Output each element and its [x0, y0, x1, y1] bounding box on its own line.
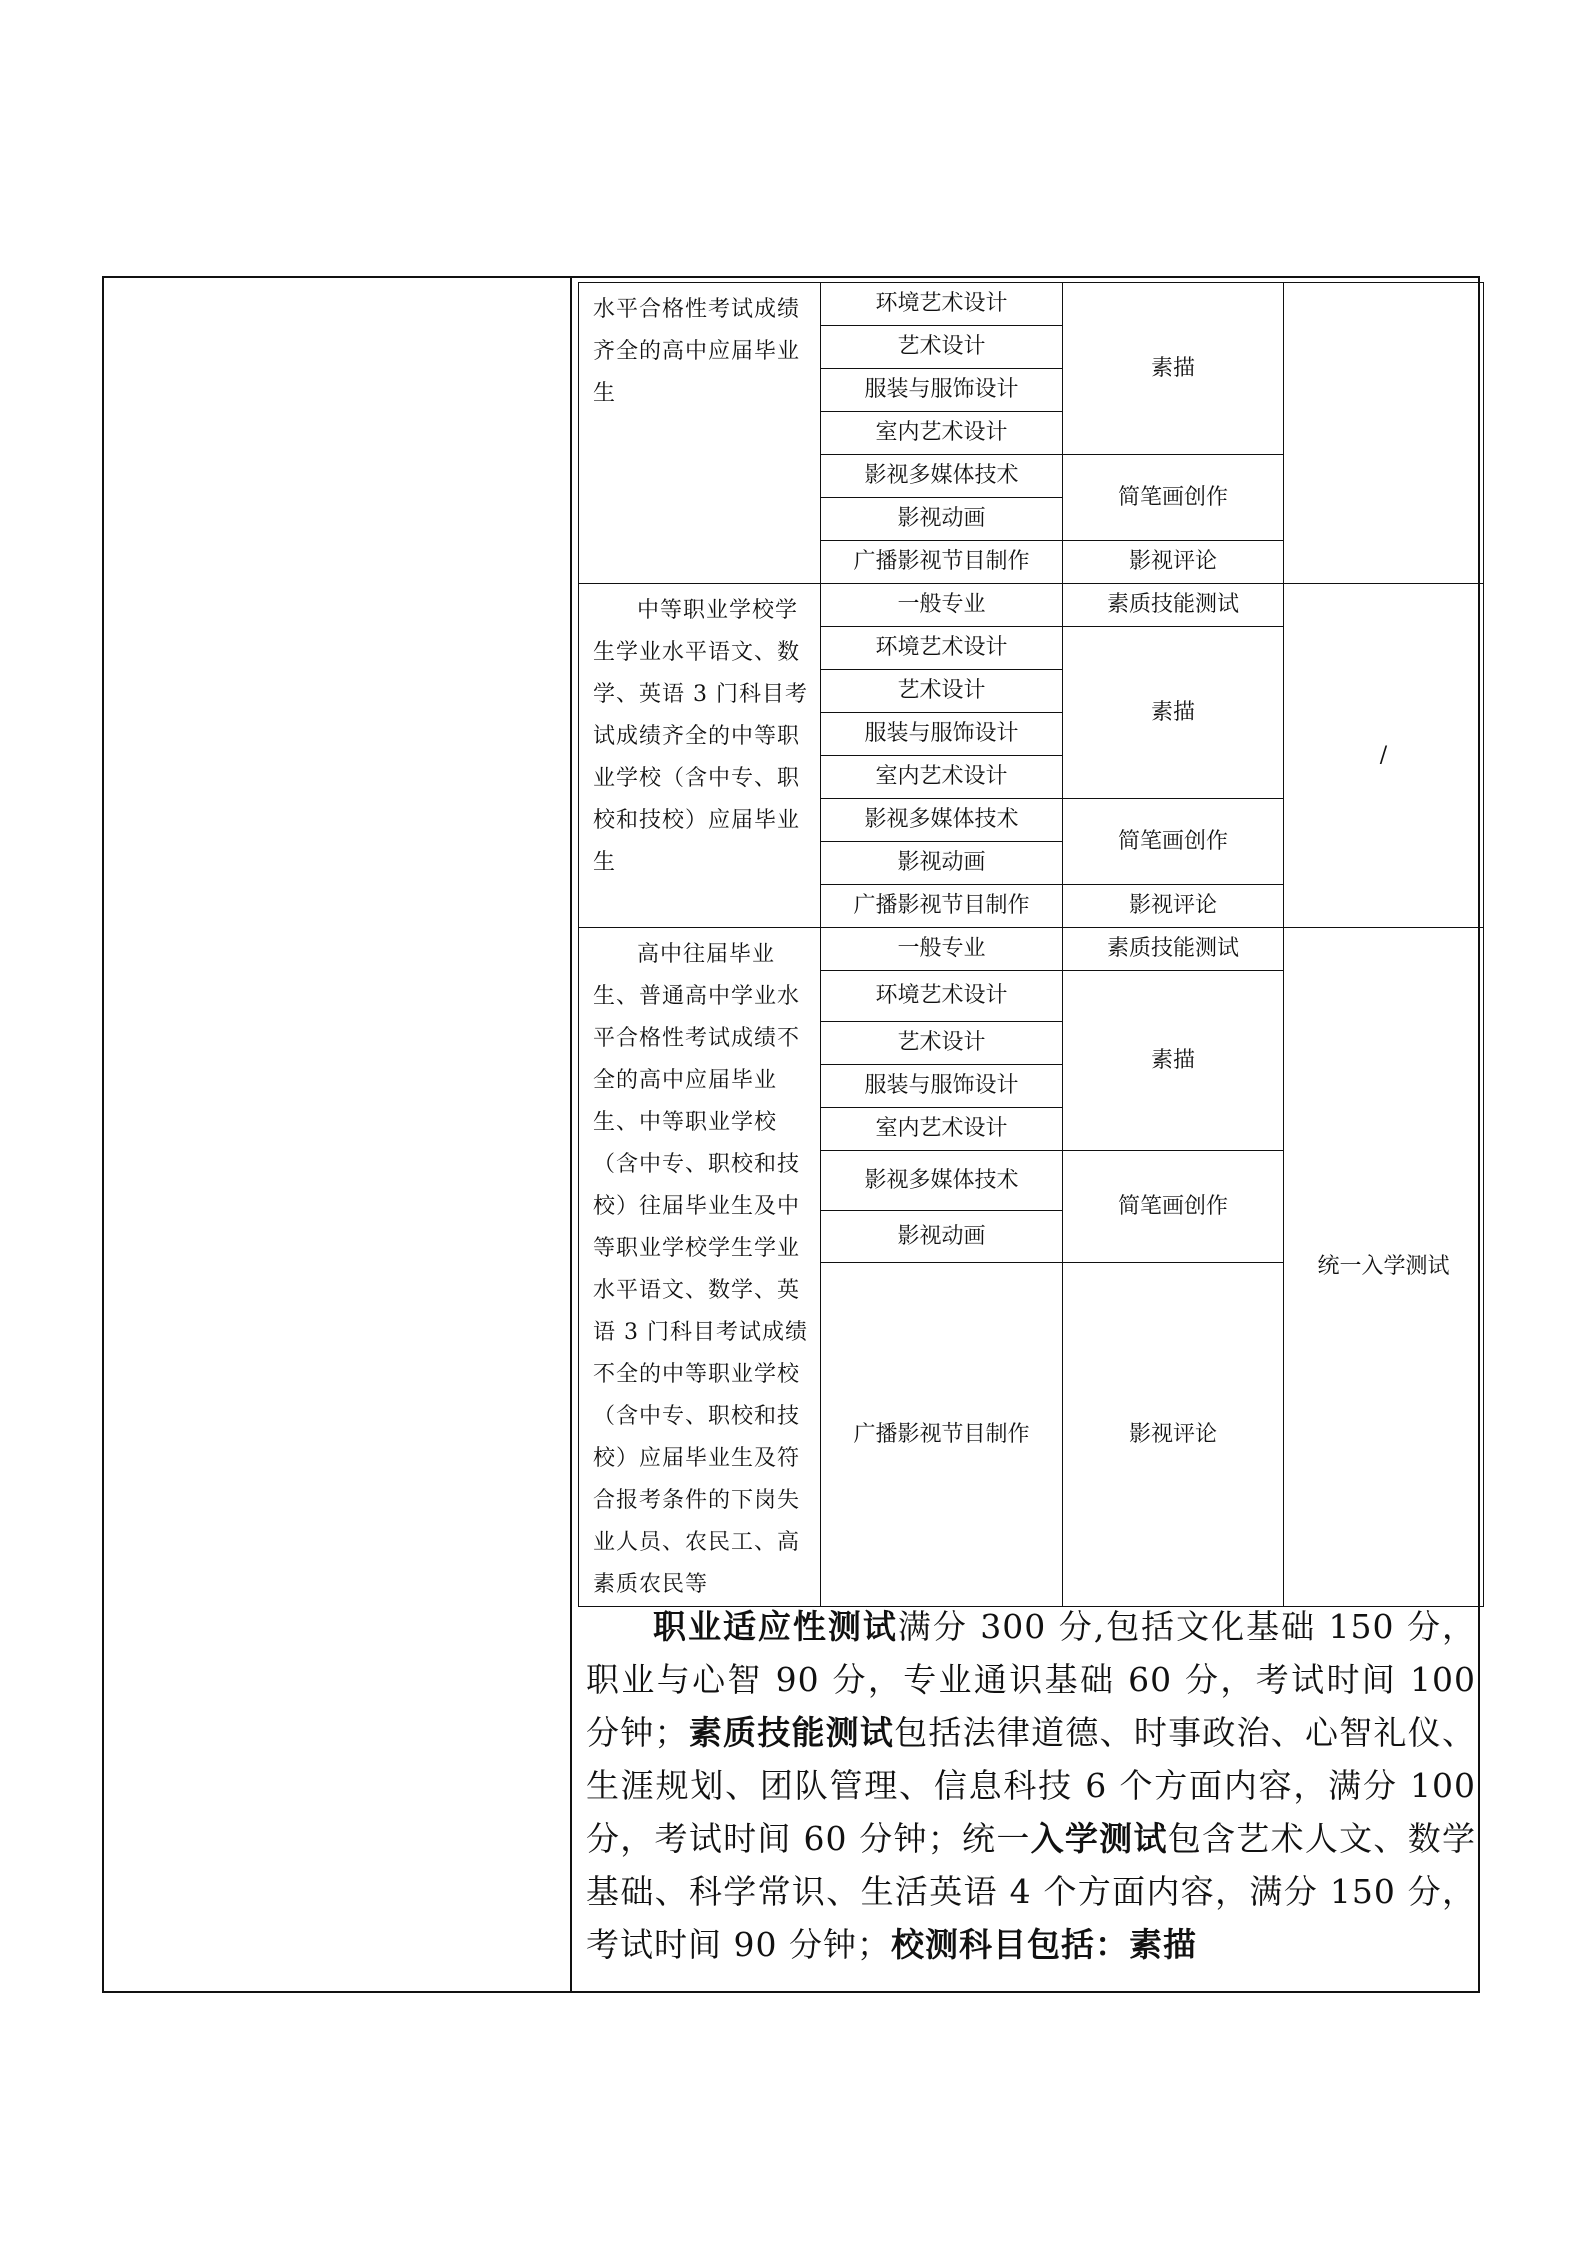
test-cell: 素描	[1063, 971, 1284, 1151]
test-cell: 素描	[1063, 627, 1284, 799]
major-cell: 影视动画	[821, 842, 1063, 885]
major-cell: 影视多媒体技术	[821, 1151, 1063, 1211]
major-cell: 广播影视节目制作	[821, 1263, 1063, 1607]
major-cell: 环境艺术设计	[821, 627, 1063, 670]
major-cell: 广播影视节目制作	[821, 885, 1063, 928]
major-cell: 服装与服饰设计	[821, 713, 1063, 756]
admission-subtable	[578, 282, 1484, 1607]
extra-cell-2: /	[1284, 584, 1484, 928]
major-cell: 室内艺术设计	[821, 1108, 1063, 1151]
major-cell: 影视多媒体技术	[821, 455, 1063, 498]
major-cell: 室内艺术设计	[821, 756, 1063, 799]
condition-cell-3: 高中往届毕业生、普通高中学业水平合格性考试成绩不全的高中应届毕业生、中等职业学校（含中专、职校和技校）往届毕业生及中等职业学校学生学业水平语文、数学、英语 3 门科目考试成绩不全的中等职业学校（含中专、职校和技校）应届毕业生及符合报考条件的下岗失业人员、农民工、高素质农民等	[579, 928, 821, 1607]
major-cell: 一般专业	[821, 584, 1063, 627]
bold-term: 职业适应性测试	[652, 1607, 898, 1646]
bold-term: 入学测试	[1030, 1819, 1168, 1858]
major-cell: 室内艺术设计	[821, 412, 1063, 455]
major-cell: 服装与服饰设计	[821, 369, 1063, 412]
test-cell: 简笔画创作	[1063, 799, 1284, 885]
test-cell: 简笔画创作	[1063, 455, 1284, 541]
major-cell: 环境艺术设计	[821, 971, 1063, 1022]
test-cell: 影视评论	[1063, 541, 1284, 584]
test-cell: 简笔画创作	[1063, 1151, 1284, 1263]
bold-term: 素质技能测试	[688, 1713, 895, 1752]
major-cell: 影视多媒体技术	[821, 799, 1063, 842]
major-cell: 影视动画	[821, 1211, 1063, 1263]
major-cell: 影视动画	[821, 498, 1063, 541]
major-cell: 服装与服饰设计	[821, 1065, 1063, 1108]
test-cell: 素质技能测试	[1063, 928, 1284, 971]
test-cell: 素质技能测试	[1063, 584, 1284, 627]
major-cell: 艺术设计	[821, 670, 1063, 713]
bold-term: 校测科目包括：素描	[890, 1925, 1197, 1964]
major-cell: 广播影视节目制作	[821, 541, 1063, 584]
condition-cell-1: 水平合格性考试成绩齐全的高中应届毕业生	[579, 283, 821, 584]
condition-cell-2: 中等职业学校学生学业水平语文、数学、英语 3 门科目考试成绩齐全的中等职业学校（含中专、职校和技校）应届毕业生	[579, 584, 821, 928]
major-cell: 一般专业	[821, 928, 1063, 971]
test-cell: 素描	[1063, 283, 1284, 455]
extra-cell-1	[1284, 283, 1484, 584]
exam-description-paragraph: 职业适应性测试满分 300 分,包括文化基础 150 分，职业与心智 90 分，专业通识基础 60 分，考试时间 100 分钟；素质技能测试包括法律道德、时事政治、心智礼仪、生涯规划、团队管理、信息科技 6 个方面内容，满分 100 分，考试时间 60 分钟；统一入学测试包含艺术人文、数学基础、科学常识、生活英语 4 个方面内容，满分 150 分，考试时间 90 分钟；校测科目包括：素描	[586, 1607, 1477, 1964]
test-cell: 影视评论	[1063, 1263, 1284, 1607]
column-divider	[570, 276, 572, 1993]
major-cell: 艺术设计	[821, 1022, 1063, 1065]
major-cell: 艺术设计	[821, 326, 1063, 369]
extra-cell-3: 统一入学测试	[1284, 928, 1484, 1607]
test-cell: 影视评论	[1063, 885, 1284, 928]
major-cell: 环境艺术设计	[821, 283, 1063, 326]
